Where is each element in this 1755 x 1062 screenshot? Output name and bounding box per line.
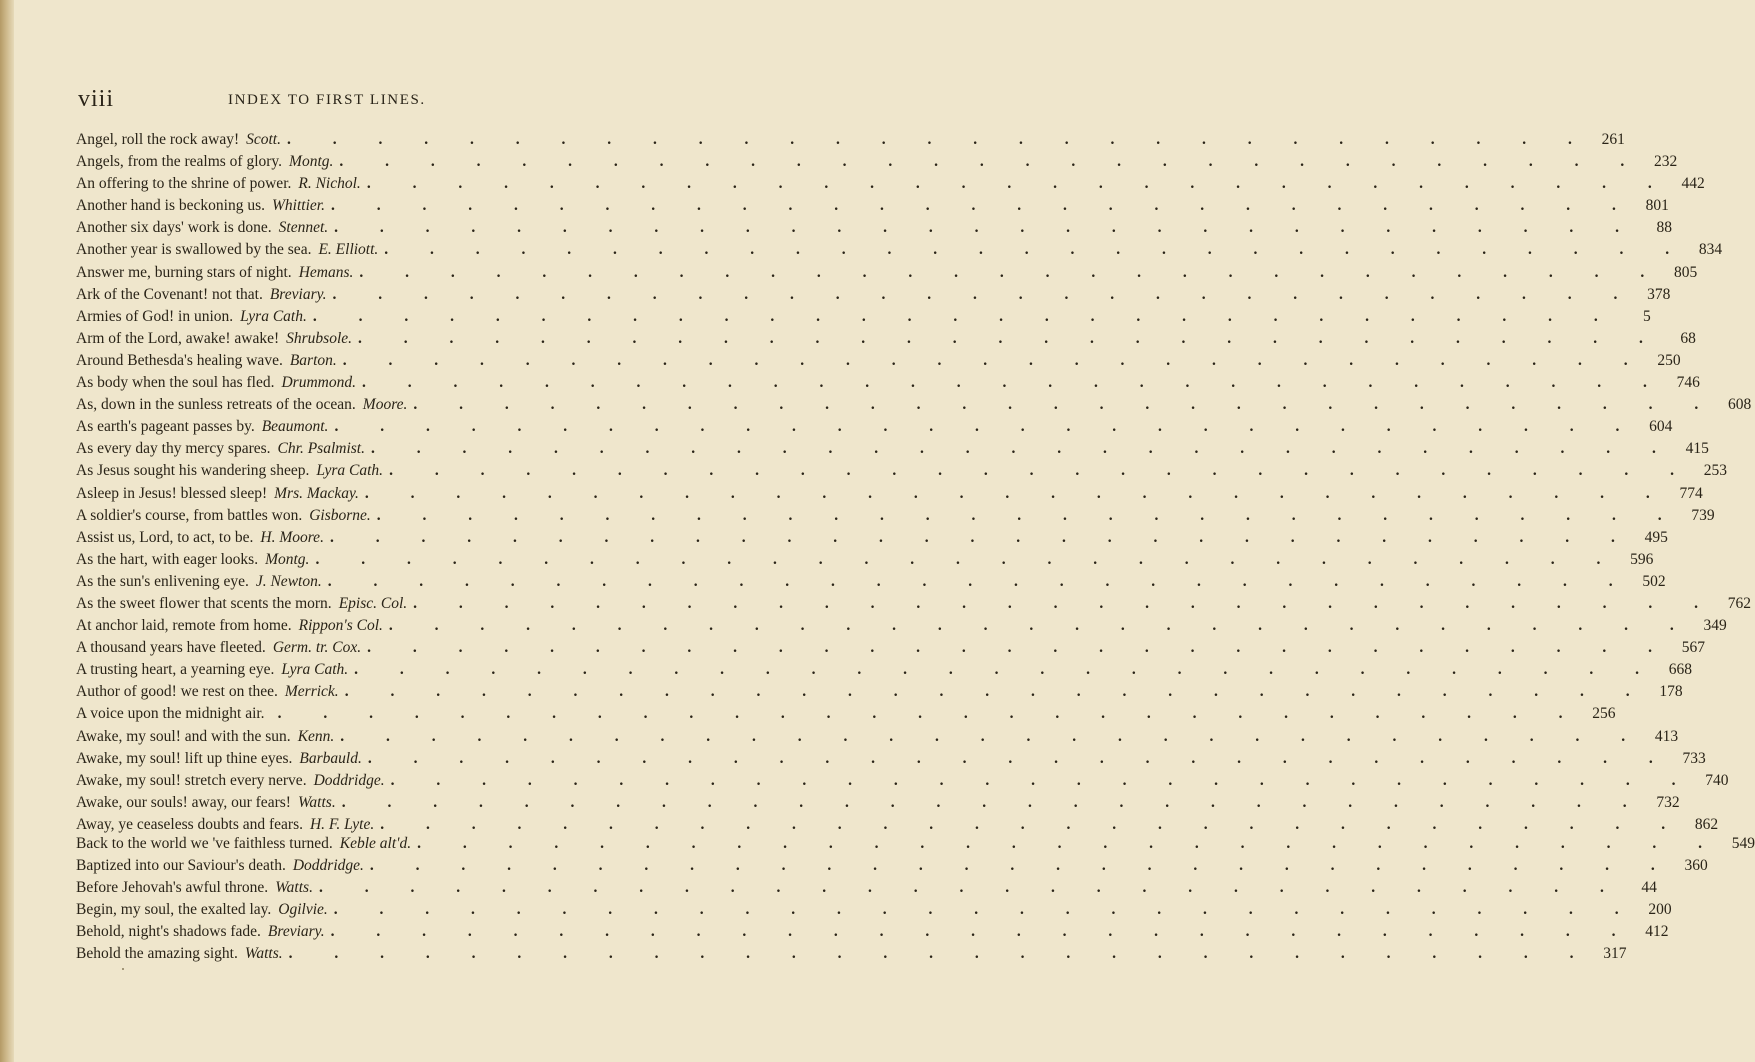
first-line-text: As every day thy mercy spares. [76,440,271,458]
dot-leader: . . . . . . . . . . . . . . . . . . . . . . . . . . . . . [364,484,1669,502]
author-name: E. Elliott. [318,241,379,259]
dot-leader: . . . . . . . . . . . . . . . . . . . . . . . . . . . . . [334,219,1639,237]
index-entry [76,372,1700,394]
index-section-b [76,833,1755,966]
dot-leader: . . . . . . . . . . . . . . . . . . . . . . . . . . . . . [359,263,1664,281]
index-entry [76,394,1752,416]
dot-leader: . . . . . . . . . . . . . . . . . . . . . . . . . . . . . [288,945,1593,963]
index-entry [76,239,1723,261]
dot-leader: . . . . . . . . . . . . . . . . . . . . . . . . . . . . . [354,661,1659,679]
hymn-number: 250 [1657,351,1681,369]
index-entry [76,943,1627,965]
first-line-text: Asleep in Jesus! blessed sleep! [76,484,268,502]
dot-leader: . . . . . . . . . . . . . . . . . . . . . . . . . . . . . [333,901,1638,919]
index-entry [76,899,1672,921]
first-line-text: Before Jehovah's awful throne. [76,879,269,897]
first-line-text: Author of good! we rest on thee. [76,683,278,701]
author-name: H. F. Lyte. [309,815,375,833]
index-entry [76,703,1616,725]
index-entry [76,593,1752,615]
dot-leader: . . . . . . . . . . . . . . . . . . . . . . . . . . . . . [341,793,1646,811]
hymn-number: 567 [1681,639,1705,657]
index-entry [76,438,1709,460]
author-name: Moore. [362,396,408,414]
first-line-text: As the sun's enlivening eye. [76,572,249,590]
hymn-number: 495 [1644,528,1668,546]
hymn-number: 668 [1668,661,1693,679]
hymn-number: 317 [1603,945,1627,963]
first-line-text: Arm of the Lord, awake! awake! [76,329,280,347]
first-line-text: Assist us, Lord, to act, to be. [76,528,254,546]
dot-leader: . . . . . . . . . . . . . . . . . . . . . . . . . . . . . [330,923,1635,941]
hymn-number: 442 [1681,175,1705,193]
first-line-text: Behold, night's shadows fade. [76,923,261,941]
author-name: Montg. [289,153,334,171]
hymn-number: 88 [1656,219,1673,237]
index-entry [76,615,1727,637]
hymn-number: 261 [1601,131,1625,148]
author-name: Watts. [275,879,313,897]
hymn-number: 549 [1731,835,1755,852]
dot-leader: . . . . . . . . . . . . . . . . . . . . . . . . . . . . . [312,307,1617,325]
first-line-text: As the sweet flower that scents the morn. [76,594,332,612]
hymn-number: 5 [1642,307,1651,325]
first-line-text: A trusting heart, a yearning eye. [76,661,275,679]
author-name: Lyra Cath. [281,661,349,679]
hymn-number: 253 [1703,462,1727,480]
dot-leader: . . . . . . . . . . . . . . . . . . . . . . . . . . . . . [390,771,1695,789]
author-name: Watts. [244,945,283,963]
first-line-text: Around Bethesda's healing wave. [76,351,283,369]
first-line-text: Awake, my soul! stretch every nerve. [76,771,307,789]
index-entry [76,151,1678,173]
index-entry [76,726,1679,748]
dot-leader: . . . . . . . . . . . . . . . . . . . . . . . . . . . . . [367,749,1672,767]
page-header [78,86,598,116]
dot-leader: . . . . . . . . . . . . . . . . . . . . . . . . . . . . . [315,550,1620,568]
first-line-text: At anchor laid, remote from home. [76,617,292,635]
index-entry [76,173,1705,195]
dot-leader: . . . . . . . . . . . . . . . . . . . . . . . . . . . . . [327,572,1632,590]
index-entry [76,195,1669,217]
index-entry [76,748,1706,770]
index-entry [76,262,1698,284]
author-name: Rippon's Col. [298,617,383,635]
index-entry [76,505,1715,527]
author-name: H. Moore. [260,528,324,546]
author-name: Doddridge. [313,771,385,789]
hymn-number: 360 [1684,857,1708,875]
dot-leader: . . . . . . . . . . . . . . . . . . . . . . . . . . . . . [277,705,1582,723]
first-line-text: As, down in the sunless retreats of the ocean. [76,396,356,414]
index-entry [76,792,1680,814]
dot-leader: . . . . . . . . . . . . . . . . . . . . . . . . . . . . . [361,374,1666,392]
author-name: Whittier. [271,197,325,215]
dot-leader: . . . . . . . . . . . . . . . . . . . . . . . . . . . . . [344,683,1649,701]
author-name: Mrs. Mackay. [274,484,359,502]
dot-leader: . . . . . . . . . . . . . . . . . . . . . . . . . . . . . [339,153,1644,171]
first-line-text: A voice upon the midnight air. [76,705,265,723]
dot-leader: . . . . . . . . . . . . . . . . . . . . . . . . . . . . . [367,639,1671,657]
hymn-number: 378 [1647,285,1671,303]
hymn-number: 44 [1641,879,1657,897]
hymn-number: 415 [1685,440,1709,458]
index-entry [76,549,1654,571]
first-line-text: Awake, my soul! and with the sun. [76,727,291,745]
author-name: Drummond. [281,374,356,392]
dot-leader: . . . . . . . . . . . . . . . . . . . . . . . . . . . . . [376,506,1681,524]
page-number: viii [78,86,115,112]
dot-leader: . . . . . . . . . . . . . . . . . . . . . . . . . . . . . [413,396,1718,414]
index-entry [76,833,1755,855]
author-name: Montg. [265,550,310,568]
author-name: Gisborne. [309,506,371,524]
dot-leader: . . . . . . . . . . . . . . . . . . . . . . . . . . . . . [370,440,1675,458]
first-line-text: Another hand is beckoning us. [76,197,265,215]
first-line-text: Angel, roll the rock away! [76,131,240,148]
author-name: Doddridge. [292,857,364,875]
index-entry [76,416,1673,438]
hymn-number: 608 [1728,396,1752,414]
hymn-number: 412 [1645,923,1669,941]
dot-leader: . . . . . . . . . . . . . . . . . . . . . . . . . . . . . [388,617,1693,635]
hymn-number: 596 [1630,550,1654,568]
first-line-text: Answer me, burning stars of night. [76,263,292,281]
hymn-number: 774 [1679,484,1703,502]
hymn-number: 413 [1654,727,1679,745]
dot-leader: . . . . . . . . . . . . . . . . . . . . . . . . . . . . . [287,131,1591,148]
dot-leader: . . . . . . . . . . . . . . . . . . . . . . . . . . . . . [318,879,1623,897]
dot-leader: . . . . . . . . . . . . . . . . . . . . . . . . . . . . . [417,835,1721,852]
author-name: Stennet. [278,219,329,237]
index-entry [76,659,1693,681]
dot-leader: . . . . . . . . . . . . . . . . . . . . . . . . . . . . . [329,528,1634,546]
index-entry [76,527,1668,549]
author-name: Episc. Col. [338,594,408,612]
hymn-number: 232 [1654,153,1678,171]
author-name: Breviary. [269,285,327,303]
author-name: Beaumont. [261,418,329,436]
author-name: Germ. tr. Cox. [272,639,362,657]
hymn-number: 834 [1698,241,1723,259]
dot-leader: . . . . . . . . . . . . . . . . . . . . . . . . . . . . . [330,197,1635,215]
hymn-number: 200 [1648,901,1672,919]
first-line-text: As the hart, with eager looks. [76,550,259,568]
author-name: Breviary. [267,923,325,941]
hymn-number: 862 [1694,815,1719,833]
first-line-text: Another year is swallowed by the sea. [76,241,312,259]
hymn-number: 805 [1674,263,1698,281]
first-line-text: Behold the amazing sight. [76,945,238,963]
author-name: Scott. [246,131,281,148]
author-name: Kenn. [297,727,335,745]
index-entry [76,460,1727,482]
hymn-number: 604 [1649,418,1673,436]
author-name: Hemans. [298,263,354,281]
author-name: Keble alt'd. [339,835,412,852]
author-name: Lyra Cath. [240,307,307,325]
hymn-number: 178 [1659,683,1683,701]
index-entry [76,921,1669,943]
dot-leader: . . . . . . . . . . . . . . . . . . . . . . . . . . . . . [384,241,1689,259]
first-line-text: Awake, my soul! lift up thine eyes. [76,749,293,767]
first-line-text: Another six days' work is done. [76,219,272,237]
first-line-text: Angels, from the realms of glory. [76,153,283,171]
hymn-number: 746 [1676,374,1700,392]
index-section-a [76,129,1752,836]
index-entry [76,571,1666,593]
hymn-number: 733 [1682,749,1706,767]
hymn-number: 68 [1680,329,1696,347]
index-entry [76,328,1696,350]
author-name: R. Nichol. [298,175,361,193]
dot-leader: . . . . . . . . . . . . . . . . . . . . . . . . . . . . . [413,594,1718,612]
dot-leader: . . . . . . . . . . . . . . . . . . . . . . . . . . . . . [332,285,1637,303]
hymn-number: 349 [1703,617,1727,635]
index-entry [76,217,1673,239]
first-line-text: An offering to the shrine of power. [76,175,292,193]
first-line-text: Away, ye ceaseless doubts and fears. [76,815,303,833]
dot-leader: . . . . . . . . . . . . . . . . . . . . . . . . . . . . . [380,815,1685,833]
hymn-number: 732 [1656,793,1680,811]
first-line-text: As earth's pageant passes by. [76,418,255,436]
author-name: Barbauld. [299,749,362,767]
first-line-text: A soldier's course, from battles won. [76,506,303,524]
index-entry [76,306,1651,328]
author-name: Merrick. [284,683,339,701]
index-entry [76,483,1703,505]
first-line-text: Back to the world we 've faithless turned. [76,835,333,852]
dot-leader: . . . . . . . . . . . . . . . . . . . . . . . . . . . . . [389,462,1693,480]
dot-leader: . . . . . . . . . . . . . . . . . . . . . . . . . . . . . [334,418,1639,436]
index-entry [76,129,1625,151]
author-name: Chr. Psalmist. [277,440,365,458]
hymn-number: 801 [1645,197,1669,215]
first-line-text: As body when the soul has fled. [76,374,275,392]
author-name: Ogilvie. [278,901,328,919]
dot-leader: . . . . . . . . . . . . . . . . . . . . . . . . . . . . . [342,351,1647,369]
first-line-text: A thousand years have fleeted. [76,639,266,657]
author-name: Shrubsole. [286,329,353,347]
dot-leader: . . . . . . . . . . . . . . . . . . . . . . . . . . . . . [340,727,1645,745]
index-entry [76,877,1657,899]
author-name: Watts. [297,793,336,811]
index-entry [76,637,1705,659]
paper-speck [122,968,124,970]
dot-leader: . . . . . . . . . . . . . . . . . . . . . . . . . . . . . [369,857,1674,875]
author-name: Lyra Cath. [316,462,384,480]
running-title: INDEX TO FIRST LINES. [228,92,426,108]
first-line-text: Begin, my soul, the exalted lay. [76,901,272,919]
hymn-number: 739 [1691,506,1715,524]
hymn-number: 740 [1705,771,1729,789]
dot-leader: . . . . . . . . . . . . . . . . . . . . . . . . . . . . . [358,329,1662,347]
index-entry [76,350,1681,372]
first-line-text: Armies of God! in union. [76,307,234,325]
first-line-text: As Jesus sought his wandering sheep. [76,462,310,480]
hymn-number: 762 [1727,594,1752,612]
first-line-text: Awake, our souls! away, our fears! [76,793,291,811]
index-entry [76,284,1671,306]
hymn-number: 256 [1592,705,1616,723]
dot-leader: . . . . . . . . . . . . . . . . . . . . . . . . . . . . . [366,175,1671,193]
hymn-number: 502 [1642,572,1666,590]
author-name: Barton. [289,351,337,369]
first-line-text: Baptized into our Saviour's death. [76,857,286,875]
index-entry [76,855,1708,877]
author-name: J. Newton. [255,572,322,590]
index-entry [76,681,1683,703]
index-entry [76,770,1729,792]
first-line-text: Ark of the Covenant! not that. [76,285,263,303]
